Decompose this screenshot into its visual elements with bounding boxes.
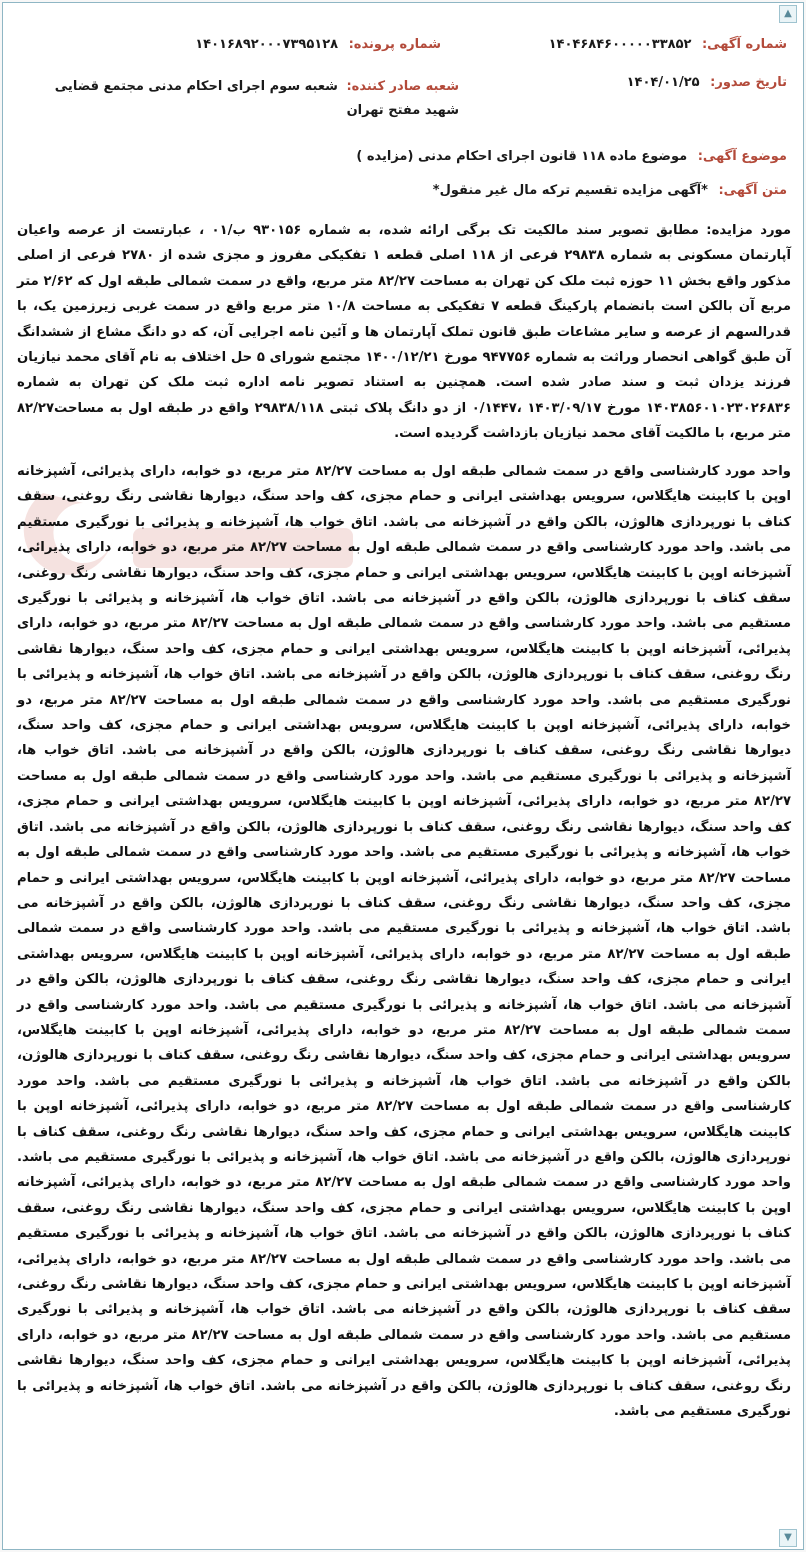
case-number-label: شماره پرونده:	[348, 37, 441, 52]
ad-number-label: شماره آگهی:	[701, 37, 787, 52]
case-number-value: ۱۴۰۱۶۸۹۲۰۰۰۷۳۹۵۱۲۸	[195, 37, 339, 52]
scroll-down-button[interactable]	[779, 1529, 797, 1547]
body-paragraph-2: واحد مورد کارشناسی واقع در سمت شمالی طبقه اول به مساحت ۸۲/۲۷ متر مربع، دو خوابه، دارای پذیرائی، آشپزخانه اوپن با کابینت هایگلاس، سرویس بهداشتی ایرانی و حمام مجزی، کف واحد سنگ، دیوارها نقاشی رنگ روغنی، سقف کناف با نورپردازی هالوژن، بالکن واقع در آشپزخانه می باشد. اتاق خواب ها، آشپزخانه و پذیرائی با نورگیری مستقیم می باشد. واحد مورد کارشناسی واقع در سمت شمالی طبقه اول به مساحت ۸۲/۲۷ متر مربع، دو خوابه، دارای پذیرائی، آشپزخانه اوپن با کابینت هایگلاس، سرویس بهداشتی ایرانی و حمام مجزی، کف واحد سنگ، دیوارها نقاشی رنگ روغنی، سقف کناف با نورپردازی هالوژن، بالکن واقع در آشپزخانه می باشد. اتاق خواب ها، آشپزخانه و پذیرائی با نورگیری مستقیم می باشد. واحد مورد کارشناسی واقع در سمت شمالی طبقه اول به مساحت ۸۲/۲۷ متر مربع، دو خوابه، دارای پذیرائی، آشپزخانه اوپن با کابینت هایگلاس، سرویس بهداشتی ایرانی و حمام مجزی، کف واحد سنگ، دیوارها نقاشی رنگ روغنی، سقف کناف با نورپردازی هالوژن، بالکن واقع در آشپزخانه می باشد. اتاق خواب ها، آشپزخانه و پذیرائی با نورگیری مستقیم می باشد. واحد مورد کارشناسی واقع در سمت شمالی طبقه اول به مساحت ۸۲/۲۷ متر مربع، دو خوابه، دارای پذیرائی، آشپزخانه اوپن با کابینت هایگلاس، سرویس بهداشتی ایرانی و حمام مجزی، کف واحد سنگ، دیوارها نقاشی رنگ روغنی، سقف کناف با نورپردازی هالوژن، بالکن واقع در آشپزخانه می باشد. اتاق خواب ها، آشپزخانه و پذیرائی با نورگیری مستقیم می باشد. واحد مورد کارشناسی واقع در سمت شمالی طبقه اول به مساحت ۸۲/۲۷ متر مربع، دو خوابه، دارای پذیرائی، آشپزخانه اوپن با کابینت هایگلاس، سرویس بهداشتی ایرانی و حمام مجزی، کف واحد سنگ، دیوارها نقاشی رنگ روغنی، سقف کناف با نورپردازی هالوژن، بالکن واقع در آشپزخانه می باشد. اتاق خواب ها، آشپزخانه و پذیرائی با نورگیری مستقیم می باشد. واحد مورد کارشناسی واقع در سمت شمالی طبقه اول به مساحت ۸۲/۲۷ متر مربع، دو خوابه، دارای پذیرائی، آشپزخانه اوپن با کابینت هایگلاس، سرویس بهداشتی ایرانی و حمام مجزی، کف واحد سنگ، دیوارها نقاشی رنگ روغنی، سقف کناف با نورپردازی هالوژن، بالکن واقع در آشپزخانه می باشد. اتاق خواب ها، آشپزخانه و پذیرائی با نورگیری مستقیم می باشد. واحد مورد کارشناسی واقع در سمت شمالی طبقه اول به مساحت ۸۲/۲۷ متر مربع، دو خوابه، دارای پذیرائی، آشپزخانه اوپن با کابینت هایگلاس، سرویس بهداشتی ایرانی و حمام مجزی، کف واحد سنگ، دیوارها نقاشی رنگ روغنی، سقف کناف با نورپردازی هالوژن، بالکن واقع در آشپزخانه می باشد. اتاق خواب ها، آشپزخانه و پذیرائی با نورگیری مستقیم می باشد. واحد مورد کارشناسی واقع در سمت شمالی طبقه اول به مساحت ۸۲/۲۷ متر مربع، دو خوابه، دارای پذیرائی، آشپزخانه اوپن با کابینت هایگلاس، سرویس بهداشتی ایرانی و حمام مجزی، کف واحد سنگ، دیوارها نقاشی رنگ روغنی، سقف کناف با نورپردازی هالوژن، بالکن واقع در آشپزخانه می باشد. اتاق خواب ها، آشپزخانه و پذیرائی با نورگیری مستقیم می باشد. واحد مورد کارشناسی واقع در سمت شمالی طبقه اول به مساحت ۸۲/۲۷ متر مربع، دو خوابه، دارای پذیرائی، آشپزخانه اوپن با کابینت هایگلاس، سرویس بهداشتی ایرانی و حمام مجزی، کف واحد سنگ، دیوارها نقاشی رنگ روغنی، سقف کناف با نورپردازی هالوژن، بالکن واقع در آشپزخانه می باشد. اتاق خواب ها، آشپزخانه و پذیرائی با نورگیری مستقیم می باشد. واحد مورد کارشناسی واقع در سمت شمالی طبقه اول به مساحت ۸۲/۲۷ متر مربع، دو خوابه، دارای پذیرائی، آشپزخانه اوپن با کابینت هایگلاس، سرویس بهداشتی ایرانی و حمام مجزی، کف واحد سنگ، دیوارها نقاشی رنگ روغنی، سقف کناف با نورپردازی هالوژن، بالکن واقع در آشپزخانه می باشد. اتاق خواب ها، آشپزخانه و پذیرائی با نورگیری مستقیم می باشد. واحد مورد کارشناسی واقع در سمت شمالی طبقه اول به مساحت ۸۲/۲۷ متر مربع، دو خوابه، دارای پذیرائی، آشپزخانه اوپن با کابینت هایگلاس، سرویس بهداشتی ایرانی و حمام مجزی، کف واحد سنگ، دیوارها نقاشی رنگ روغنی، سقف کناف با نورپردازی هالوژن، بالکن واقع در آشپزخانه می باشد. اتاق خواب ها، آشپزخانه و پذیرائی با نورگیری مستقیم می باشد. واحد مورد کارشناسی واقع در سمت شمالی طبقه اول به مساحت ۸۲/۲۷ متر مربع، دو خوابه، دارای پذیرائی، آشپزخانه اوپن با کابینت هایگلاس، سرویس بهداشتی ایرانی و حمام مجزی، کف واحد سنگ، دیوارها نقاشی رنگ روغنی، سقف کناف با نورپردازی هالوژن، بالکن واقع در آشپزخانه می باشد. اتاق خواب ها، آشپزخانه و پذیرائی با نورگیری مستقیم می باشد.	[17, 464, 791, 1420]
auction-notice-page	[2, 2, 804, 1550]
issuer-row	[49, 75, 459, 123]
body-paragraph-1: مورد مزایده: مطابق تصویر سند مالکیت تک برگی ارائه شده، به شماره ۹۳۰۱۵۶ ب/۰۱ ، عبارتست از عرصه واعیان آپارتمان مسکونی به شماره ۲۹۸۳۸ فرعی از ۱۱۸ اصلی قطعه ۱ تفکیکی مفروز و مجزی شده از ۲۷۸۰ فرعی از اصلی مذکور واقع بخش ۱۱ حوزه ثبت ملک کن تهران به مساحت ۸۲/۲۷ متر مربع، واقع در سمت شمالی طبقه اول که ۲/۶۲ متر مربع آن بالکن است بانضمام پارکینگ قطعه ۷ تفکیکی به مساحت ۱۰/۸ متر مربع واقع در سمت غربی زیرزمین یک، با قدرالسهم از عرصه و سایر مشاعات طبق قانون تملک آپارتمان ها و آئین نامه اجرایی آن، که دو دانگ مشاع از ششدانگ آن طبق گواهی انحصار وراثت به شماره ۹۴۷۷۵۶ مورخ ۱۴۰۰/۱۲/۲۱ مجتمع شورای ۵ حل اختلاف به نام آقای محمد نیازیان فرزند یزدان ثبت و سند صادر شده است. همچنین به استناد تصویر نامه اداره ثبت ملک کن تهران به شماره ۱۴۰۳۸۵۶۰۱۰۲۳۰۲۶۸۳۶ مورخ ۱۴۰۳/۰۹/۱۷ ،۰/۱۴۴۷ از دو دانگ پلاک ثبتی ۲۹۸۳۸/۱۱۸ واقع در طبقه اول به مساحت۸۲/۲۷ متر مربع، با مالکیت آقای محمد نیازیان بازداشت گردیده است.	[17, 223, 791, 442]
ad-text-value: *آگهی مزایده تقسیم ترکه مال غیر منقول*	[432, 183, 708, 198]
issue-date-row	[627, 75, 787, 99]
issuer-label: شعبه صادر کننده:	[346, 79, 459, 94]
triangle-up-icon: ▲	[784, 8, 792, 19]
ad-number-row	[549, 37, 787, 61]
triangle-down-icon: ▼	[784, 1532, 792, 1543]
subject-label: موضوع آگهی:	[697, 149, 787, 164]
subject-value: موضوع ماده ۱۱۸ قانون اجرای احکام مدنی (مزایده )	[356, 149, 688, 164]
issue-date-value: ۱۴۰۴/۰۱/۲۵	[626, 75, 700, 90]
ad-text-label: متن آگهی:	[718, 183, 787, 198]
scroll-up-button[interactable]	[779, 5, 797, 23]
ad-number-value: ۱۴۰۴۶۸۴۶۰۰۰۰۰۳۳۸۵۲	[548, 37, 692, 52]
issuer-value: شعبه سوم اجرای احکام مدنی مجتمع قضایی شهید مفتح تهران	[54, 79, 459, 118]
ad-text-row	[433, 183, 787, 207]
case-number-row	[195, 37, 441, 61]
subject-row	[356, 149, 787, 173]
issue-date-label: تاریخ صدور:	[710, 75, 787, 90]
